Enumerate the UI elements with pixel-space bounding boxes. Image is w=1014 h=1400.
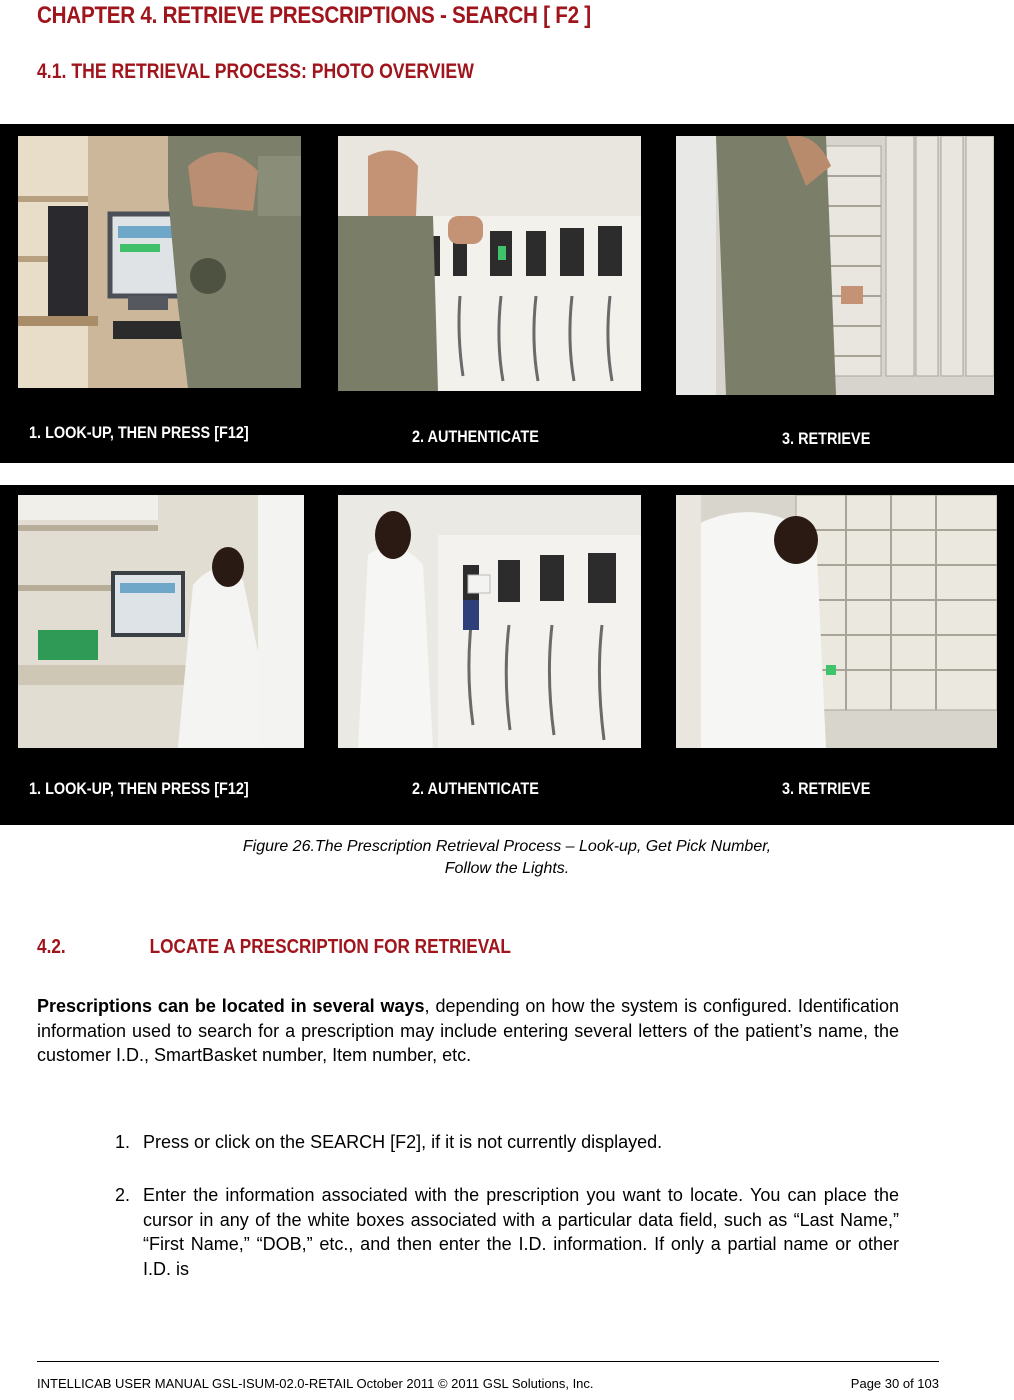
photo-caption-retrieve: 3. RETRIEVE [782,779,871,798]
photo-lookup-workstation [18,136,301,388]
intro-paragraph [37,994,899,1068]
photo-caption-lookup: 1. LOOK-UP, THEN PRESS [F12] [29,423,249,442]
photo-authenticate-pharmacist [338,495,641,748]
photo-strip-pharmacist [0,485,1014,825]
figure-caption-line: Follow the Lights. [444,860,570,877]
figure-caption-line: Figure 26.The Prescription Retrieval Process – Look-up, Get Pick Number, [242,838,772,855]
section-title: 4.1. THE RETRIEVAL PROCESS: PHOTO OVERVIEW [37,60,474,83]
subsection-number: 4.2. [37,936,66,958]
photo-authenticate-soldier [338,136,641,391]
step-item [115,1130,899,1155]
step-number: 2. [115,1185,131,1205]
photo-strip-soldier [0,124,1014,463]
step-item [115,1183,899,1281]
footer-manual-info: INTELLICAB USER MANUAL GSL-ISUM-02.0-RETAIL October 2011 © 2011 GSL Solutions, Inc. [37,1376,594,1391]
footer-page-number: Page 30 of 103 [850,1376,939,1391]
subsection-heading [37,936,511,959]
step-text: Press or click on the SEARCH [F2], if it is not currently displayed. [143,1132,663,1152]
photo-caption-authenticate: 2. AUTHENTICATE [412,427,539,446]
photo-retrieve-soldier [676,136,994,395]
intro-bold: Prescriptions can be located in several ways [37,996,425,1016]
photo-retrieve-pharmacist [676,495,997,748]
step-number: 1. [115,1132,131,1152]
intro-text: , depending on how the system is configured. Identification information used to search for a prescription may include entering several letters of the patient’s name, the customer I.D., SmartBasket number, Item number, etc. [37,996,899,1065]
photo-caption-authenticate: 2. AUTHENTICATE [412,779,539,798]
figure-caption [0,836,1014,880]
footer-divider [37,1361,939,1362]
chapter-title: CHAPTER 4. RETRIEVE PRESCRIPTIONS - SEARCH [ F2 ] [37,2,591,29]
page-footer [37,1376,939,1391]
photo-caption-retrieve: 3. RETRIEVE [782,429,871,448]
photo-lookup-pharmacist [18,495,304,748]
photo-caption-lookup: 1. LOOK-UP, THEN PRESS [F12] [29,779,249,798]
subsection-title: LOCATE A PRESCRIPTION FOR RETRIEVAL [149,936,511,958]
step-text: Enter the information associated with the prescription you want to locate. You can place the cursor in any of the white boxes associated with a particular data field, such as “Last Name,” “First Name,” “DOB,” etc., and then enter the I.D. information. If only a partial name or other I.D. is [143,1185,899,1279]
